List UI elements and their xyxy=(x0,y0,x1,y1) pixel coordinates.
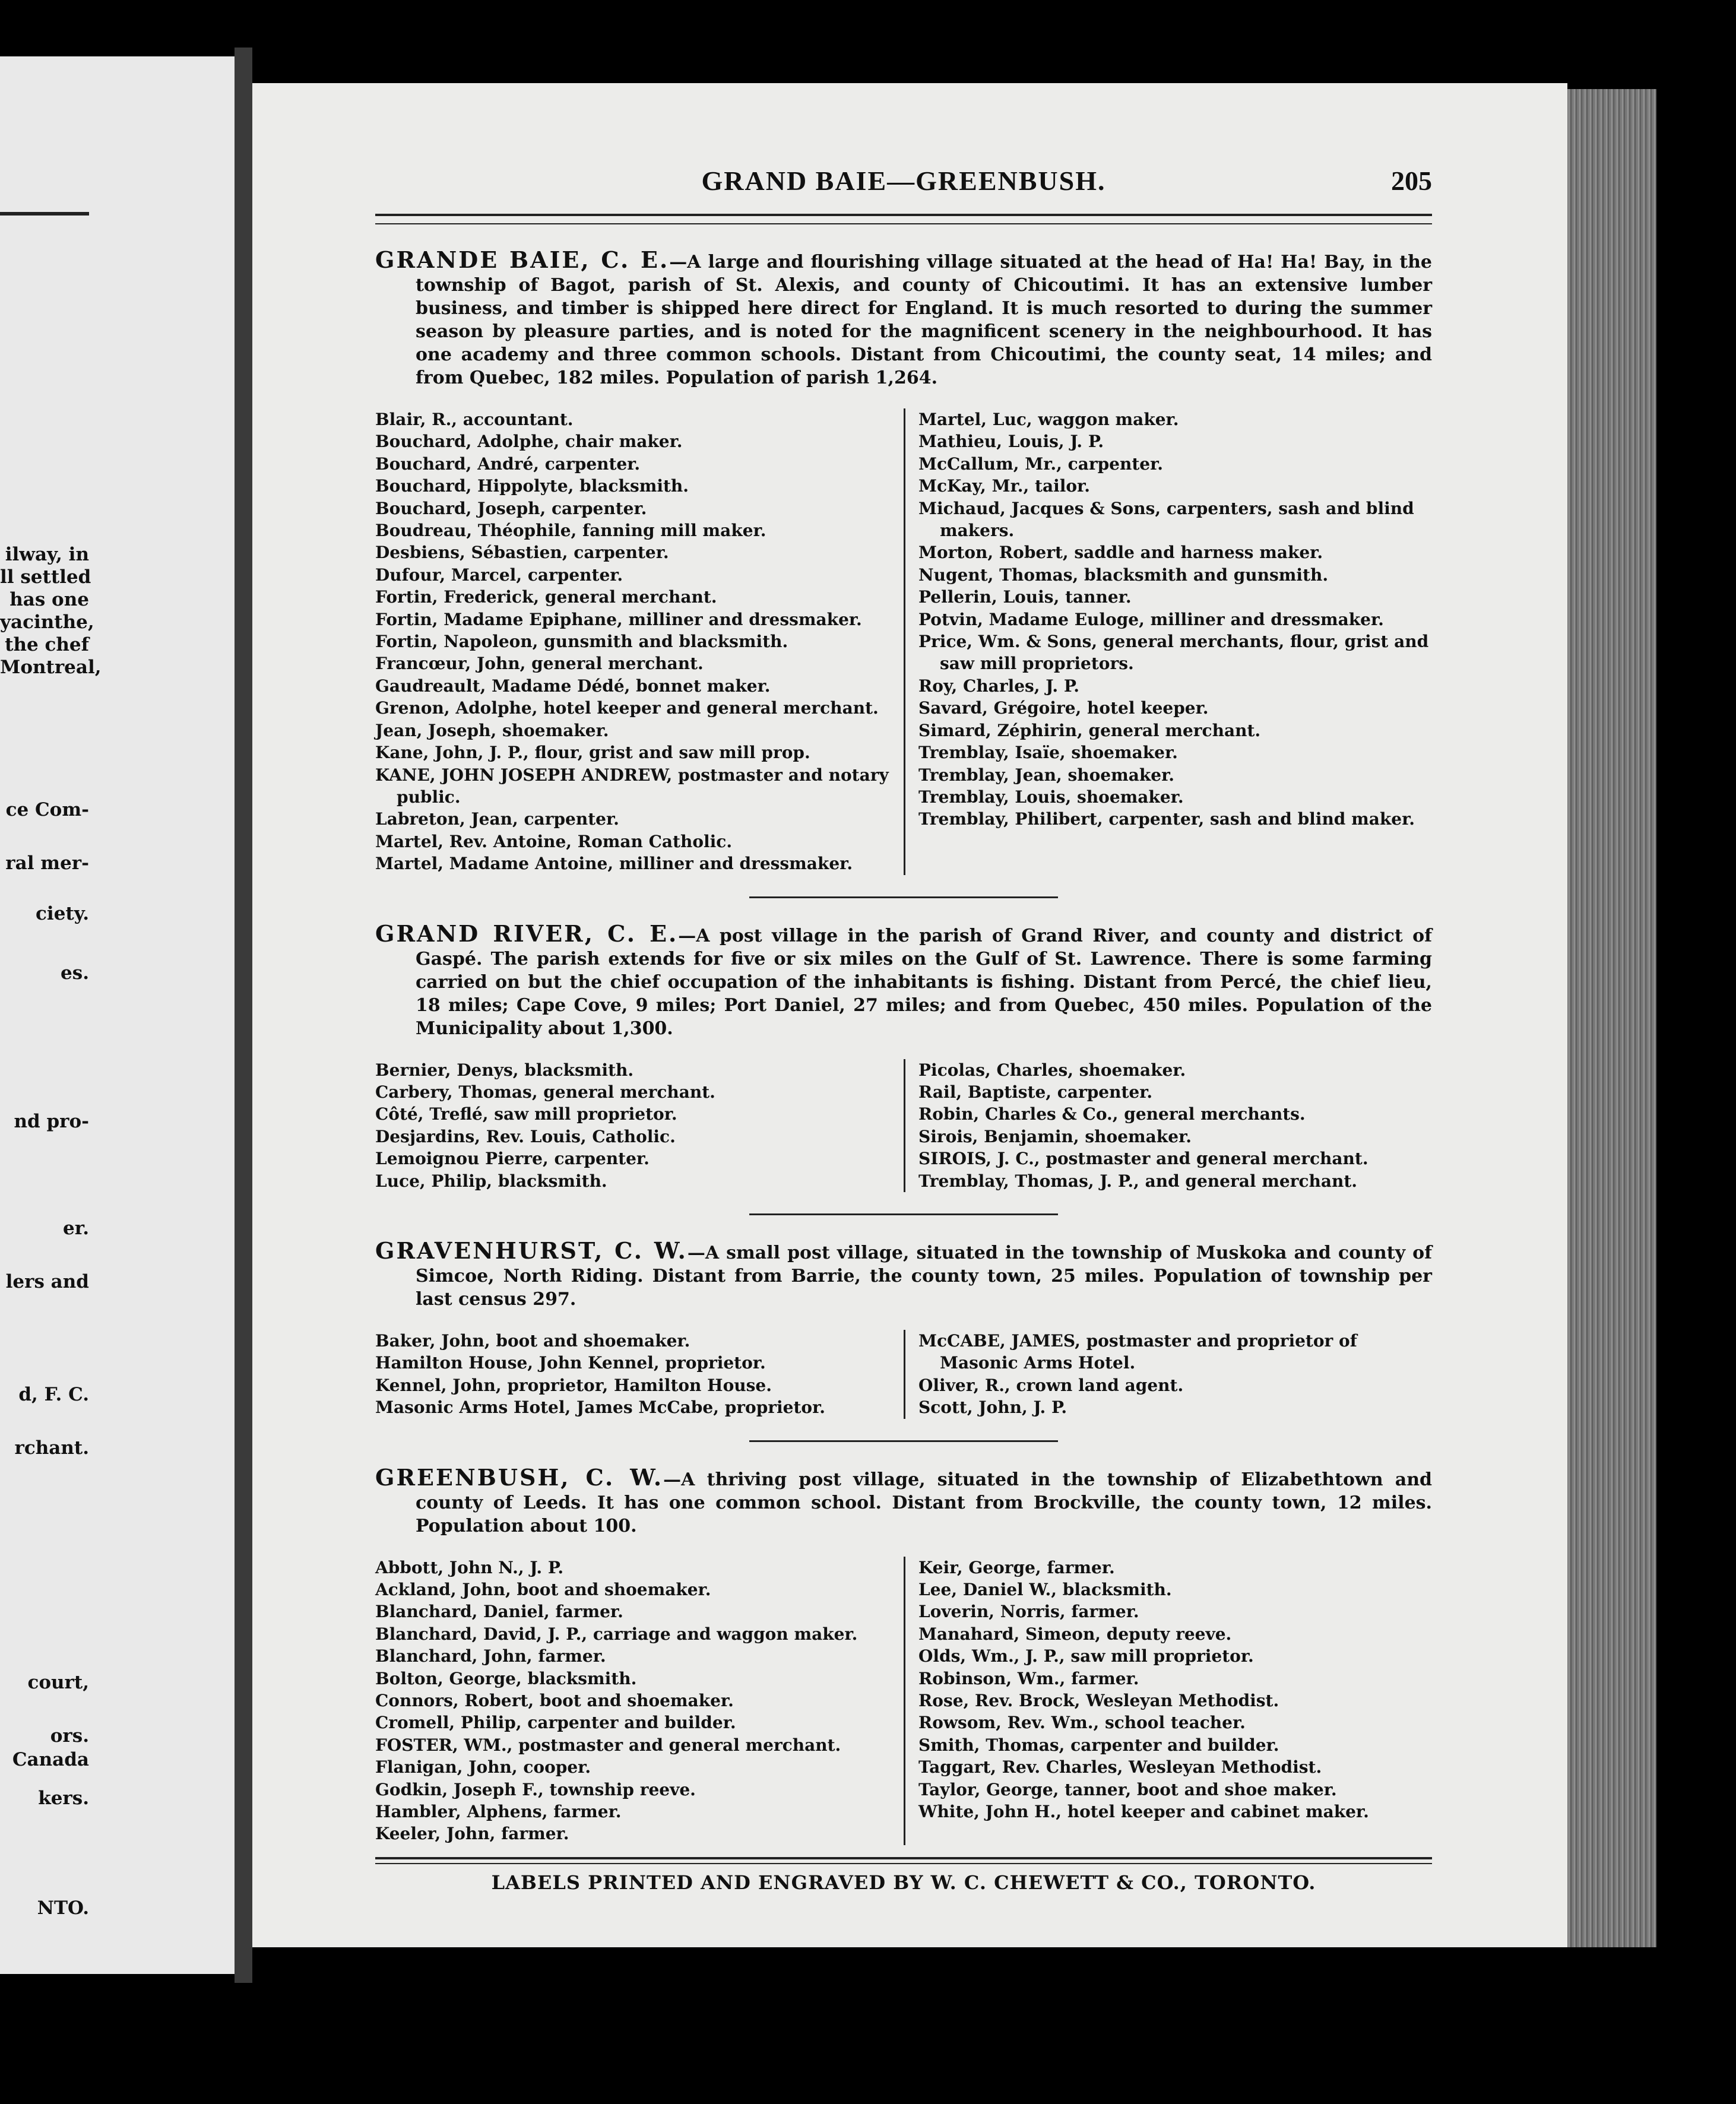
directory-item: Smith, Thomas, carpenter and builder. xyxy=(918,1735,1279,1755)
directory-item: Keir, George, farmer. xyxy=(918,1557,1115,1577)
page-number: 205 xyxy=(1391,166,1432,196)
place-description: —A post village in the parish of Grand River, and county and district of Gaspé. The parish extends for five or six miles on the Gulf of St. Lawrence. There is some farming carried on but the chief occupation of the inhabitants is fishing. Distant from Percé, the chief lieu, 18 miles; Cape Cove, 9 miles; Port Daniel, 27 miles; and from Quebec, 450 miles. Population of the Municipality about 1,300. xyxy=(416,925,1432,1039)
directory-item: Bolton, George, blacksmith. xyxy=(375,1668,637,1688)
directory-listing xyxy=(375,1330,1432,1419)
directory-item: Lee, Daniel W., blacksmith. xyxy=(918,1580,1172,1599)
left-fragment: ciety. xyxy=(36,903,89,924)
directory-item: Taylor, George, tanner, boot and shoe maker. xyxy=(918,1779,1337,1799)
directory-item: Sirois, Benjamin, shoemaker. xyxy=(918,1126,1192,1146)
directory-item: Gaudreault, Madame Dédé, bonnet maker. xyxy=(375,676,771,696)
directory-item: Desbiens, Sébastien, carpenter. xyxy=(375,543,669,563)
directory-item: Labreton, Jean, carpenter. xyxy=(375,809,619,829)
printer-footer: LABELS PRINTED AND ENGRAVED BY W. C. CHEWETT & CO., TORONTO. xyxy=(491,1871,1316,1894)
directory-item: Morton, Robert, saddle and harness maker. xyxy=(918,543,1323,563)
entry-intro xyxy=(375,1239,1432,1311)
directory-item: Bouchard, Hippolyte, blacksmith. xyxy=(375,476,689,496)
place-name: GRAVENHURST, C. W. xyxy=(375,1237,688,1264)
directory-listing xyxy=(375,1557,1432,1845)
left-fragment: Montreal, xyxy=(0,657,102,678)
directory-item: KANE, JOHN JOSEPH ANDREW, postmaster and notary public. xyxy=(375,765,889,807)
directory-item: Robinson, Wm., farmer. xyxy=(918,1668,1139,1688)
directory-item: McCABE, JAMES, postmaster and proprietor of Masonic Arms Hotel. xyxy=(918,1330,1357,1373)
directory-item: Kane, John, J. P., flour, grist and saw mill prop. xyxy=(375,743,810,763)
place-description: —A small post village, situated in the township of Muskoka and county of Simcoe, North Riding. Distant from Barrie, the county town, 25 miles. Population of township per last census 297. xyxy=(416,1242,1432,1310)
page-content xyxy=(375,160,1432,1894)
directory-item: Price, Wm. & Sons, general merchants, flour, grist and saw mill proprietors. xyxy=(918,632,1429,674)
directory-item: Boudreau, Théophile, fanning mill maker. xyxy=(375,521,766,541)
directory-item: Tremblay, Jean, shoemaker. xyxy=(918,765,1175,785)
entry-intro xyxy=(375,1463,1432,1538)
running-header xyxy=(375,160,1432,202)
place-description: —A large and flourishing village situated at the head of Ha! Ha! Bay, in the township of Bagot, parish of St. Alexis, and county of Chicoutimi. It has an extensive lumber business, and timber is shipped here direct for England. It is much resorted to during the summer season by pleasure parties, and is noted for the magnificent scenery in the neighbourhood. It has one academy and three common schools. Distant from Chicoutimi, the county seat, 14 miles; and from Quebec, 182 miles. Population of parish 1,264. xyxy=(416,252,1432,388)
directory-item: Fortin, Frederick, general merchant. xyxy=(375,587,717,607)
directory-item: Fortin, Madame Epiphane, milliner and dressmaker. xyxy=(375,609,862,629)
entry-intro xyxy=(375,922,1432,1040)
place-name: GREENBUSH, C. W. xyxy=(375,1463,664,1491)
left-fragment: Canada xyxy=(12,1749,89,1770)
left-page-strip xyxy=(0,56,235,1974)
directory-item: Michaud, Jacques & Sons, carpenters, sash and blind makers. xyxy=(918,498,1414,541)
listing-column-right xyxy=(904,408,1432,875)
directory-item: Dufour, Marcel, carpenter. xyxy=(375,565,623,585)
entry-grand-river xyxy=(375,922,1432,1215)
directory-item: Nugent, Thomas, blacksmith and gunsmith. xyxy=(918,565,1329,585)
left-page-rule xyxy=(0,212,89,216)
listing-column-right xyxy=(904,1330,1432,1419)
directory-item: Tremblay, Thomas, J. P., and general merchant. xyxy=(918,1171,1358,1191)
directory-item: Abbott, John N., J. P. xyxy=(375,1557,564,1577)
left-fragment: ors. xyxy=(50,1725,89,1747)
directory-item: Grenon, Adolphe, hotel keeper and general merchant. xyxy=(375,698,879,718)
left-fragment: ll settled xyxy=(0,566,91,588)
directory-item: Blanchard, Daniel, farmer. xyxy=(375,1602,623,1622)
directory-item: White, John H., hotel keeper and cabinet maker. xyxy=(918,1802,1369,1822)
directory-item: Rowsom, Rev. Wm., school teacher. xyxy=(918,1713,1246,1733)
directory-item: Bernier, Denys, blacksmith. xyxy=(375,1060,634,1080)
directory-item: Tremblay, Philibert, carpenter, sash and blind maker. xyxy=(918,809,1415,829)
directory-item: Masonic Arms Hotel, James McCabe, proprietor. xyxy=(375,1398,826,1418)
left-fragment: d, F. C. xyxy=(18,1384,89,1405)
directory-item: Martel, Madame Antoine, milliner and dressmaker. xyxy=(375,854,853,874)
directory-item: Connors, Robert, boot and shoemaker. xyxy=(375,1691,734,1711)
listing-column-left xyxy=(375,1557,904,1845)
left-fragment: ilway, in xyxy=(5,544,89,565)
directory-item: McCallum, Mr., carpenter. xyxy=(918,454,1164,474)
directory-item: SIROIS, J. C., postmaster and general merchant. xyxy=(918,1149,1368,1169)
directory-item: Jean, Joseph, shoemaker. xyxy=(375,720,609,740)
directory-item: Pellerin, Louis, tanner. xyxy=(918,587,1132,607)
directory-item: Blanchard, John, farmer. xyxy=(375,1646,606,1666)
section-divider xyxy=(749,1440,1058,1442)
directory-item: Loverin, Norris, farmer. xyxy=(918,1602,1139,1622)
directory-item: Oliver, R., crown land agent. xyxy=(918,1375,1184,1395)
directory-item: Picolas, Charles, shoemaker. xyxy=(918,1060,1186,1080)
directory-item: Fortin, Napoleon, gunsmith and blacksmith. xyxy=(375,632,788,652)
left-fragment: has one xyxy=(9,589,89,610)
left-fragment: rchant. xyxy=(14,1437,89,1459)
directory-item: Simard, Zéphirin, general merchant. xyxy=(918,720,1261,740)
directory-item: Blair, R., accountant. xyxy=(375,410,574,429)
left-fragment: NTO. xyxy=(37,1897,89,1919)
left-fragment: court, xyxy=(27,1672,89,1693)
directory-item: McKay, Mr., tailor. xyxy=(918,476,1090,496)
directory-item: Tremblay, Louis, shoemaker. xyxy=(918,787,1184,807)
entry-grande-baie xyxy=(375,248,1432,898)
book-gutter xyxy=(235,47,252,1983)
section-divider xyxy=(749,896,1058,898)
directory-item: Roy, Charles, J. P. xyxy=(918,676,1080,696)
directory-item: Potvin, Madame Euloge, milliner and dressmaker. xyxy=(918,609,1384,629)
left-fragment: er. xyxy=(62,1218,89,1239)
directory-item: Savard, Grégoire, hotel keeper. xyxy=(918,698,1209,718)
directory-item: Keeler, John, farmer. xyxy=(375,1824,569,1844)
left-fragment: ral mer- xyxy=(5,853,89,874)
directory-item: Flanigan, John, cooper. xyxy=(375,1757,591,1777)
directory-item: Desjardins, Rev. Louis, Catholic. xyxy=(375,1126,676,1146)
directory-item: Francœur, John, general merchant. xyxy=(375,654,704,674)
directory-item: Martel, Rev. Antoine, Roman Catholic. xyxy=(375,831,733,851)
directory-item: Olds, Wm., J. P., saw mill proprietor. xyxy=(918,1646,1254,1666)
directory-item: Hamilton House, John Kennel, proprietor. xyxy=(375,1353,766,1373)
left-fragment: the chef xyxy=(5,634,89,655)
running-title: GRAND BAIE—GREENBUSH. xyxy=(701,166,1106,196)
left-fragment: ce Com- xyxy=(5,799,89,820)
listing-column-left xyxy=(375,1059,904,1192)
left-fragment: nd pro- xyxy=(14,1111,89,1132)
directory-item: Blanchard, David, J. P., carriage and waggon maker. xyxy=(375,1624,858,1644)
place-name: GRAND RIVER, C. E. xyxy=(375,920,679,947)
entry-gravenhurst xyxy=(375,1239,1432,1442)
directory-item: Manahard, Simeon, deputy reeve. xyxy=(918,1624,1232,1644)
left-fragment: lers and xyxy=(5,1271,89,1292)
directory-item: Hambler, Alphens, farmer. xyxy=(375,1802,622,1822)
directory-item: Rail, Baptiste, carpenter. xyxy=(918,1082,1153,1102)
directory-item: Carbery, Thomas, general merchant. xyxy=(375,1082,715,1102)
book-page xyxy=(252,83,1567,1947)
directory-item: Cromell, Philip, carpenter and builder. xyxy=(375,1713,736,1733)
listing-column-right xyxy=(904,1557,1432,1845)
directory-item: Luce, Philip, blacksmith. xyxy=(375,1171,607,1191)
listing-column-left xyxy=(375,1330,904,1419)
section-divider xyxy=(749,1213,1058,1215)
directory-item: Bouchard, Joseph, carpenter. xyxy=(375,498,647,518)
directory-item: Bouchard, André, carpenter. xyxy=(375,454,641,474)
directory-listing xyxy=(375,1059,1432,1192)
directory-listing xyxy=(375,408,1432,875)
directory-item: Tremblay, Isaïe, shoemaker. xyxy=(918,743,1178,763)
footer-rule xyxy=(375,1857,1432,1864)
directory-item: Baker, John, boot and shoemaker. xyxy=(375,1330,690,1351)
place-name: GRANDE BAIE, C. E. xyxy=(375,246,670,273)
listing-column-left xyxy=(375,408,904,875)
header-rule xyxy=(375,214,1432,224)
directory-item: Ackland, John, boot and shoemaker. xyxy=(375,1580,711,1599)
directory-item: Robin, Charles & Co., general merchants. xyxy=(918,1104,1306,1124)
directory-item: Taggart, Rev. Charles, Wesleyan Methodist. xyxy=(918,1757,1322,1777)
page-edges xyxy=(1567,89,1656,1947)
directory-item: Rose, Rev. Brock, Wesleyan Methodist. xyxy=(918,1691,1279,1711)
listing-column-right xyxy=(904,1059,1432,1192)
place-description: —A thriving post village, situated in the township of Elizabethtown and county of Leeds. It has one common school. Distant from Brockville, the county town, 12 miles. Population about 100. xyxy=(416,1469,1432,1536)
directory-item: Côté, Treflé, saw mill proprietor. xyxy=(375,1104,677,1124)
directory-item: FOSTER, WM., postmaster and general merchant. xyxy=(375,1735,841,1755)
directory-item: Godkin, Joseph F., township reeve. xyxy=(375,1779,696,1799)
directory-item: Martel, Luc, waggon maker. xyxy=(918,410,1179,429)
left-fragment: yacinthe, xyxy=(0,611,94,633)
directory-item: Scott, John, J. P. xyxy=(918,1398,1067,1418)
directory-item: Lemoignou Pierre, carpenter. xyxy=(375,1149,650,1169)
entry-intro xyxy=(375,248,1432,389)
directory-item: Kennel, John, proprietor, Hamilton House. xyxy=(375,1375,772,1395)
directory-item: Mathieu, Louis, J. P. xyxy=(918,432,1104,452)
left-fragment: kers. xyxy=(38,1788,89,1809)
left-fragment: es. xyxy=(61,962,89,984)
directory-item: Bouchard, Adolphe, chair maker. xyxy=(375,432,683,452)
entry-greenbush xyxy=(375,1463,1432,1845)
